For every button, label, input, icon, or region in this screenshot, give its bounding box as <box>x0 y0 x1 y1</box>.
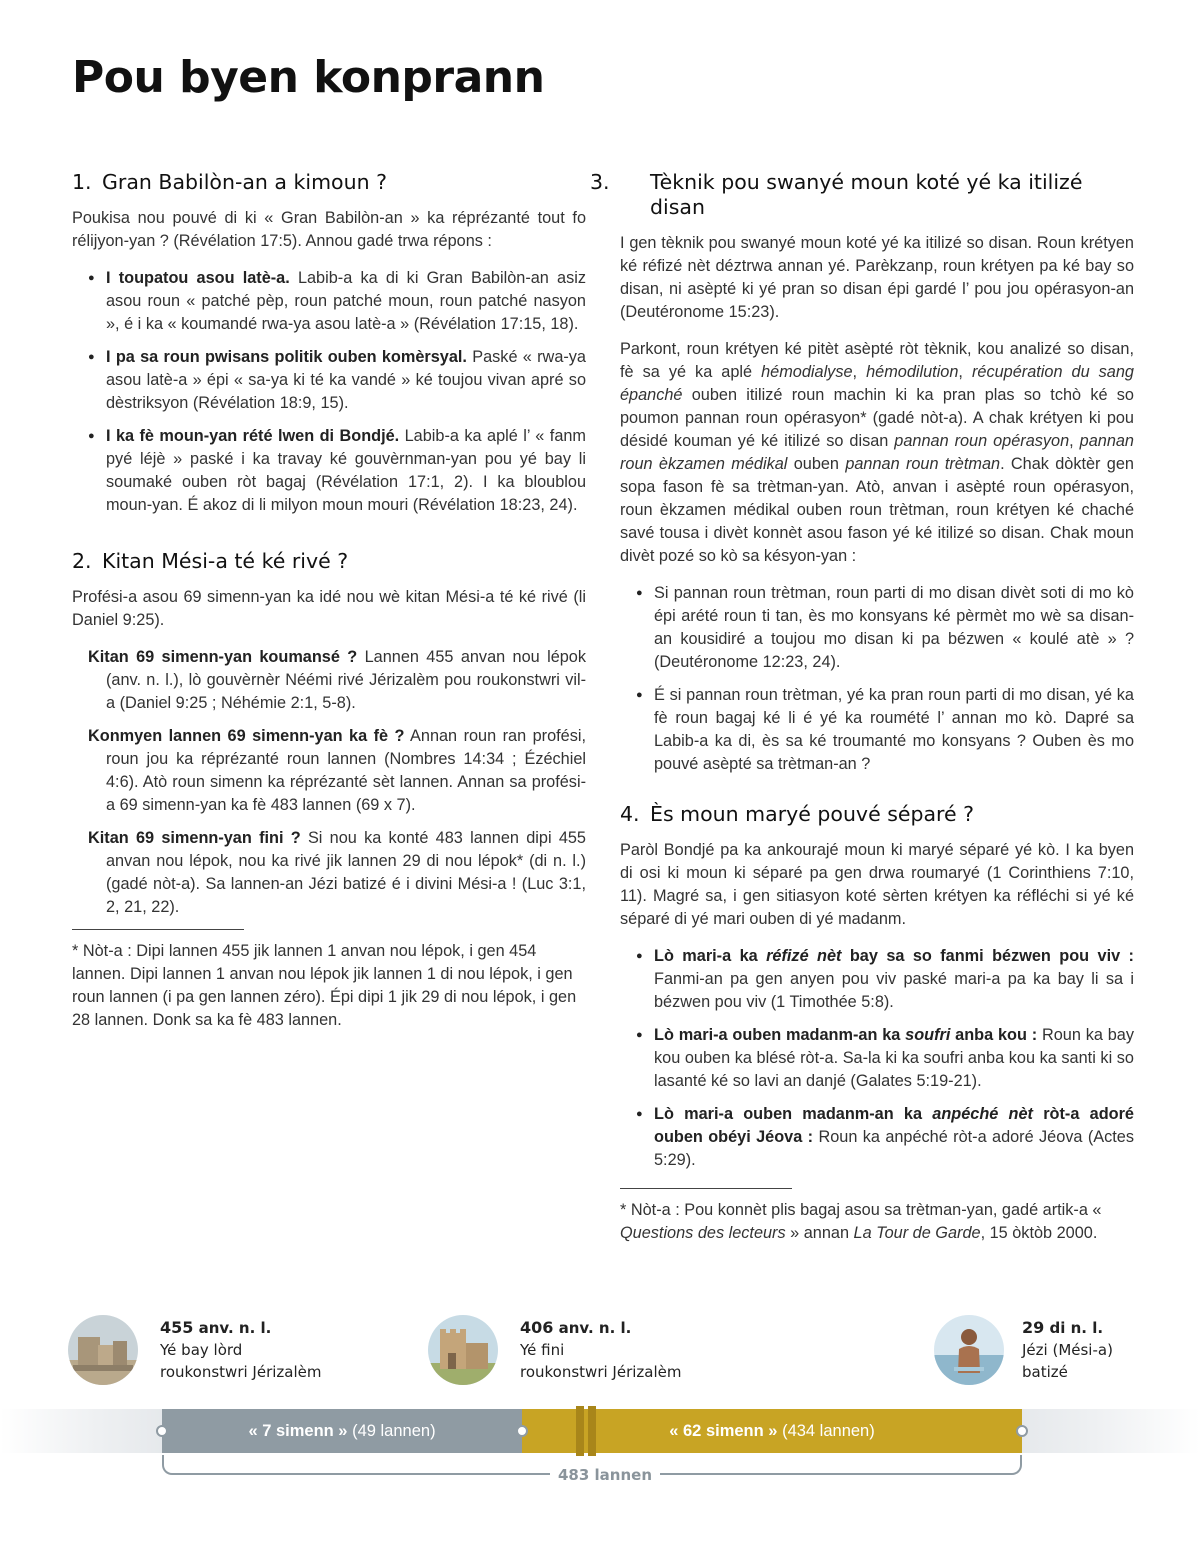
baptism-image <box>934 1315 1004 1385</box>
timeline-event-1: 455 anv. n. l. Yé bay lòrd roukonstwri Jérizalèm <box>160 1318 322 1381</box>
section-3-bullets <box>620 582 1134 776</box>
question-item: Kitan 69 simenn-yan koumansé ? Lannen 455 anvan nou lépok (anv. n. l.), lò gouvèrnèr Néémi rivé Jérizalèm pou roukonstwri vil-a (Daniel 9:25 ; Néhémie 2:1, 5-8). <box>88 648 586 712</box>
time-break-icon <box>570 1406 610 1456</box>
section-4-intro: Paròl Bondjé pa ka ankourajé moun ki maryé séparé yé kò. I ka byen di osi ki moun ki séparé pa gen drwa roumaryé (1 Corinthiens 7:10, 11). Magré sa, i gen sitiasyon koté sèrten krétyen ka réfléchi si yé ké séparé di yé mari ouben di yé madanm. <box>620 841 1134 928</box>
section-4-heading: 4. Ès moun maryé pouvé séparé ? <box>620 802 975 826</box>
city-ruins-image <box>68 1315 138 1385</box>
timeline-event-3: 29 di n. l. Jézi (Mési-a) batizé <box>1022 1318 1113 1381</box>
timeline-band-end <box>1022 1409 1200 1453</box>
timeline-node <box>156 1425 168 1437</box>
timeline-band-62-weeks: « 62 simenn » (434 lannen) <box>522 1409 1022 1453</box>
section-4-bullets <box>620 945 1134 1172</box>
footnote-rule <box>72 929 244 930</box>
section-2-heading: 2. Kitan Mési-a té ké rivé ? <box>72 549 349 573</box>
section-3-heading: 3. Tèknik pou swanyé moun koté yé ka itilizé disan <box>590 170 1083 219</box>
right-column <box>590 170 1134 1259</box>
left-column <box>72 170 586 1046</box>
total-span-label: 483 lannen <box>550 1466 660 1484</box>
bullet-item: ● É si pannan roun trètman, yé ka pran roun parti di mo disan, yé ka fè roun bagaj ké li é yé ka roumété l’ annan mo kò. Dapré sa Labib-a ka di, ès sa ké troumanté mo konsyans ? Ouben ès mo pouvé asèpté sa trètman-an ? <box>620 684 1134 776</box>
bullet-item: ● Lò mari-a ka réfizé nèt bay sa so fanmi bézwen pou viv : Fanmi-an pa gen anyen pou viv paské mari-a pa ka bay li sa i bézwen pou viv (1 Timothée 5:8). <box>620 945 1134 1014</box>
footnote-rule <box>620 1188 792 1189</box>
section-3-paragraph: Parkont, roun krétyen ké pitèt asèpté ròt tèknik, kou analizé so disan, fè sa yé ka aplé hémodialyse, hémodilution, récupération du sang épanché ouben itilizé roun machin ki ka pran plas so tchò ké so poumon pannan roun opérasyon* (gadé nòt-a). A chak krétyen ki pou désidé kouman yé ké itilizé so disan pannan roun opérasyon, pannan roun èkzamen médikal ouben pannan roun trètman. Chak dòktèr gen sopa fason fè sa trètman-yan. Atò, anvan i asèpté roun opérasyon, roun èkzamen médikal ouben roun trètman, roun krétyen ké chaché savé tousa i divèt konnèt asou fason yé ké itilizé so disan. Chak moun divèt pozé so kò sa késyon-yan : <box>620 340 1134 565</box>
bullet-item: ● I pa sa roun pwisans politik ouben komèrsyal. Paské « rwa-ya asou latè-a » épi « sa-ya ki té ka vandé » ké toujou vivan apré so dèstriksyon (Révélation 18:9, 15). <box>72 346 586 415</box>
bullet-item: ● I ka fè moun-yan rété lwen di Bondjé. Labib-a ka aplé l’ « fanm pyé léjè » paské i ka travay ké gouvèrnman-yan pou yé bay li soumaké ouben ròt bagaj (Révélation 17:1, 2). I ka bloublou moun-yan. É akoz di li milyon moun mouri (Révélation 18:23, 24). <box>72 425 586 517</box>
timeline-band-7-weeks: « 7 simenn » (49 lannen) <box>162 1409 522 1453</box>
bullet-item: ● Lò mari-a ouben madanm-an ka anpéché nèt ròt-a adoré ouben obéyi Jéova : Roun ka anpéché ròt-a adoré Jéova (Actes 5:29). <box>620 1103 1134 1172</box>
footnote: * Nòt-a : Dipi lannen 455 jik lannen 1 anvan nou lépok, i gen 454 lannen. Dipi lannen 1 anvan nou lépok jik lannen 1 di nou lépok, i gen roun lannen (i pa gen lannen zéro). Épi dipi 1 jik 29 di nou lépok, i gen 28 lannen. Donk sa ka fè 483 lannen. <box>72 942 577 1029</box>
timeline-node <box>516 1425 528 1437</box>
question-item: Kitan 69 simenn-yan fini ? Si nou ka konté 483 lannen dipi 455 anvan nou lépok, nou ka rivé jik lannen 29 di nou lépok* (di n. l.) (gadé nòt-a). Sa lannen-an Jézi batizé é i divini Mési-a ! (Luc 3:1, 2, 21, 22). <box>88 829 586 916</box>
question-item: Konmyen lannen 69 simenn-yan ka fè ? Annan roun ran profési, roun jou ka réprézanté roun lannen (Nombres 14:34 ; Ézéchiel 4:6). Atò roun simenn ka réprézanté sèt lannen. Annan sa profési-a 69 simenn-yan ka fè 483 lannen (69 x 7). <box>88 727 586 814</box>
timeline-event-2: 406 anv. n. l. Yé fini roukonstwri Jérizalèm <box>520 1318 682 1381</box>
bullet-item: ● I toupatou asou latè-a. Labib-a ka di ki Gran Babilòn-an asiz asou roun « patché pèp, roun patché moun, roun patché nasyon », é i ka « koumandé rwa-ya asou latè-a » (Révélation 17:15, 18). <box>72 267 586 336</box>
section-3-paragraph: I gen tèknik pou swanyé moun koté yé ka itilizé so disan. Roun krétyen ké réfizé nèt déztrwa annan yé. Parèkzanp, roun krétyen pa ké bay so disan, ni asèpté ki yé pran so disan épi gardé l’ pou jou opérasyon-an (Deutéronome 15:23). <box>620 234 1134 321</box>
page-title: Pou byen konprann <box>72 52 545 103</box>
timeline-band-start <box>0 1409 162 1453</box>
section-1-bullets <box>72 267 586 517</box>
timeline-node <box>1016 1425 1028 1437</box>
section-2-intro: Profési-a asou 69 simenn-yan ka idé nou wè kitan Mési-a té ké rivé (li Daniel 9:25). <box>72 588 586 629</box>
section-1-intro: Poukisa nou pouvé di ki « Gran Babilòn-an » ka réprézanté tout fo rélijyon-yan ? (Révélation 17:5). Annou gadé trwa répons : <box>72 209 586 250</box>
footnote: * Nòt-a : Pou konnèt plis bagaj asou sa trètman-yan, gadé artik-a « Questions des lecteurs » annan La Tour de Garde, 15 òktòb 2000. <box>620 1201 1102 1242</box>
section-1-heading: 1. Gran Babilòn-an a kimoun ? <box>72 170 387 194</box>
timeline <box>0 1300 1200 1500</box>
bullet-item: ● Si pannan roun trètman, roun parti di mo disan divèt soti di mo kò épi arété roun ti tan, ès mo konsyans ké pèrmèt mo wè sa disan-an kousidiré a toujou mo disan ki pa bézwen « koulé atè » ? (Deutéronome 12:23, 24). <box>620 582 1134 674</box>
city-walls-image <box>428 1315 498 1385</box>
bullet-item: ● Lò mari-a ouben madanm-an ka soufri anba kou : Roun ka bay kou ouben ka blésé ròt-a. Sa-la ki ka soufri anba kou ka santi ki so lasanté ké so lavi an danjé (Galates 5:19-21). <box>620 1024 1134 1093</box>
